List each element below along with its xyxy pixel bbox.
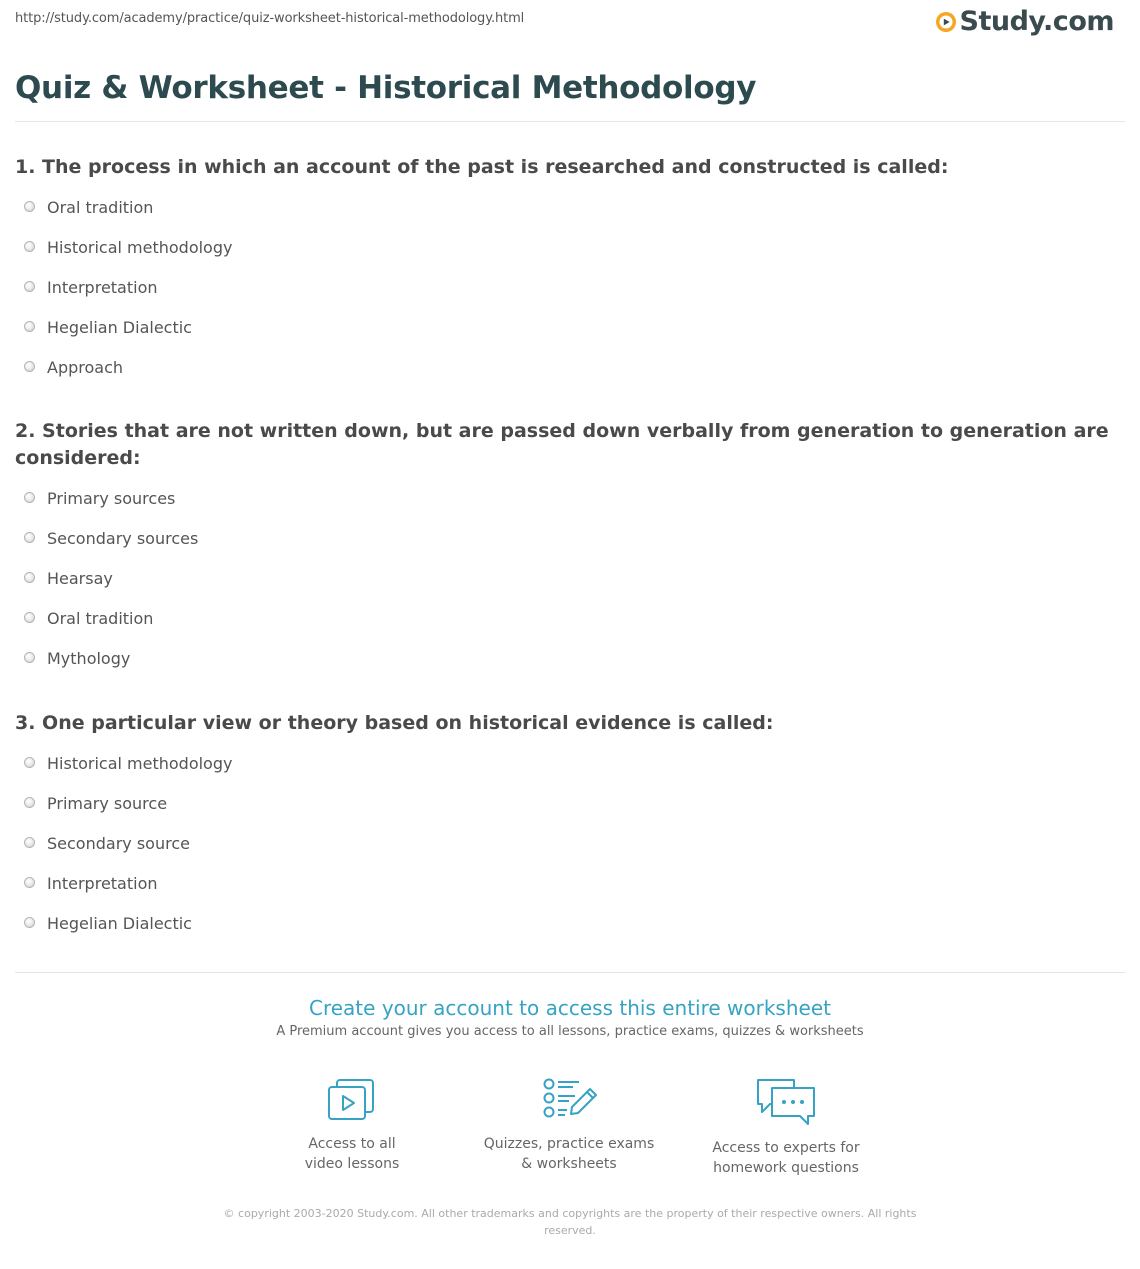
feature-video-lessons (252, 1076, 452, 1174)
option-label: Interpretation (47, 278, 158, 297)
answer-option[interactable] (15, 784, 1115, 824)
cta-title-link[interactable]: Create your account to access this entire worksheet (309, 996, 831, 1020)
radio-button[interactable] (24, 281, 35, 292)
answer-option[interactable] (15, 904, 1115, 944)
feature-label: Quizzes, practice exams & worksheets (483, 1136, 655, 1172)
option-label: Historical methodology (47, 754, 233, 773)
answer-option[interactable] (15, 519, 1115, 559)
options-list (15, 188, 1115, 388)
answer-option[interactable] (15, 308, 1115, 348)
answer-option[interactable] (15, 268, 1115, 308)
radio-button[interactable] (24, 917, 35, 928)
options-list (15, 479, 1115, 679)
answer-option[interactable] (15, 864, 1115, 904)
option-label: Secondary source (47, 834, 190, 853)
option-label: Primary sources (47, 489, 176, 508)
option-label: Oral tradition (47, 609, 154, 628)
chat-bubbles-icon (754, 1076, 818, 1126)
feature-experts (686, 1076, 886, 1178)
option-label: Hegelian Dialectic (47, 318, 192, 337)
question-text: 2. Stories that are not written down, but are passed down verbally from generation to generation are considered: (15, 420, 1109, 469)
copyright-notice: © copyright 2003-2020 Study.com. All other trademarks and copyrights are the property of their respective owners. All rights reserved. (223, 1207, 917, 1237)
title-divider (15, 121, 1125, 122)
study-play-logo-icon (935, 11, 957, 33)
radio-button[interactable] (24, 532, 35, 543)
question-1 (15, 154, 1115, 388)
option-label: Interpretation (47, 874, 158, 893)
answer-option[interactable] (15, 639, 1115, 679)
radio-button[interactable] (24, 757, 35, 768)
radio-button[interactable] (24, 652, 35, 663)
option-label: Hegelian Dialectic (47, 914, 192, 933)
answer-option[interactable] (15, 744, 1115, 784)
question-text: 1. The process in which an account of the past is researched and constructed is called: (15, 156, 949, 178)
option-label: Mythology (47, 649, 131, 668)
answer-option[interactable] (15, 479, 1115, 519)
logo-text: Study.com (959, 6, 1114, 37)
signup-cta (0, 996, 1140, 1039)
feature-quizzes (469, 1076, 669, 1174)
answer-option[interactable] (15, 188, 1115, 228)
radio-button[interactable] (24, 492, 35, 503)
radio-button[interactable] (24, 572, 35, 583)
cta-subtitle: A Premium account gives you access to all lessons, practice exams, quizzes & worksheets (276, 1024, 864, 1039)
radio-button[interactable] (24, 321, 35, 332)
radio-button[interactable] (24, 837, 35, 848)
radio-button[interactable] (24, 241, 35, 252)
question-2 (15, 418, 1115, 679)
answer-option[interactable] (15, 348, 1115, 388)
question-3 (15, 710, 1115, 944)
radio-button[interactable] (24, 201, 35, 212)
answer-option[interactable] (15, 559, 1115, 599)
answer-option[interactable] (15, 599, 1115, 639)
feature-label: Access to experts for homework questions (712, 1140, 860, 1176)
options-list (15, 744, 1115, 944)
section-divider (15, 972, 1125, 973)
quiz-checklist-icon (541, 1076, 597, 1122)
option-label: Historical methodology (47, 238, 233, 257)
option-label: Hearsay (47, 569, 113, 588)
study-logo[interactable] (935, 6, 1114, 37)
option-label: Secondary sources (47, 529, 199, 548)
option-label: Oral tradition (47, 198, 154, 217)
top-bar (0, 0, 1140, 50)
page-url[interactable]: http://study.com/academy/practice/quiz-worksheet-historical-methodology.html (15, 11, 525, 26)
radio-button[interactable] (24, 797, 35, 808)
radio-button[interactable] (24, 877, 35, 888)
option-label: Approach (47, 358, 124, 377)
radio-button[interactable] (24, 361, 35, 372)
option-label: Primary source (47, 794, 168, 813)
answer-option[interactable] (15, 228, 1115, 268)
video-lessons-icon (324, 1076, 380, 1122)
answer-option[interactable] (15, 824, 1115, 864)
radio-button[interactable] (24, 612, 35, 623)
feature-label: Access to all video lessons (304, 1136, 400, 1172)
page-title: Quiz & Worksheet - Historical Methodology (15, 70, 757, 106)
question-text: 3. One particular view or theory based on historical evidence is called: (15, 712, 774, 734)
